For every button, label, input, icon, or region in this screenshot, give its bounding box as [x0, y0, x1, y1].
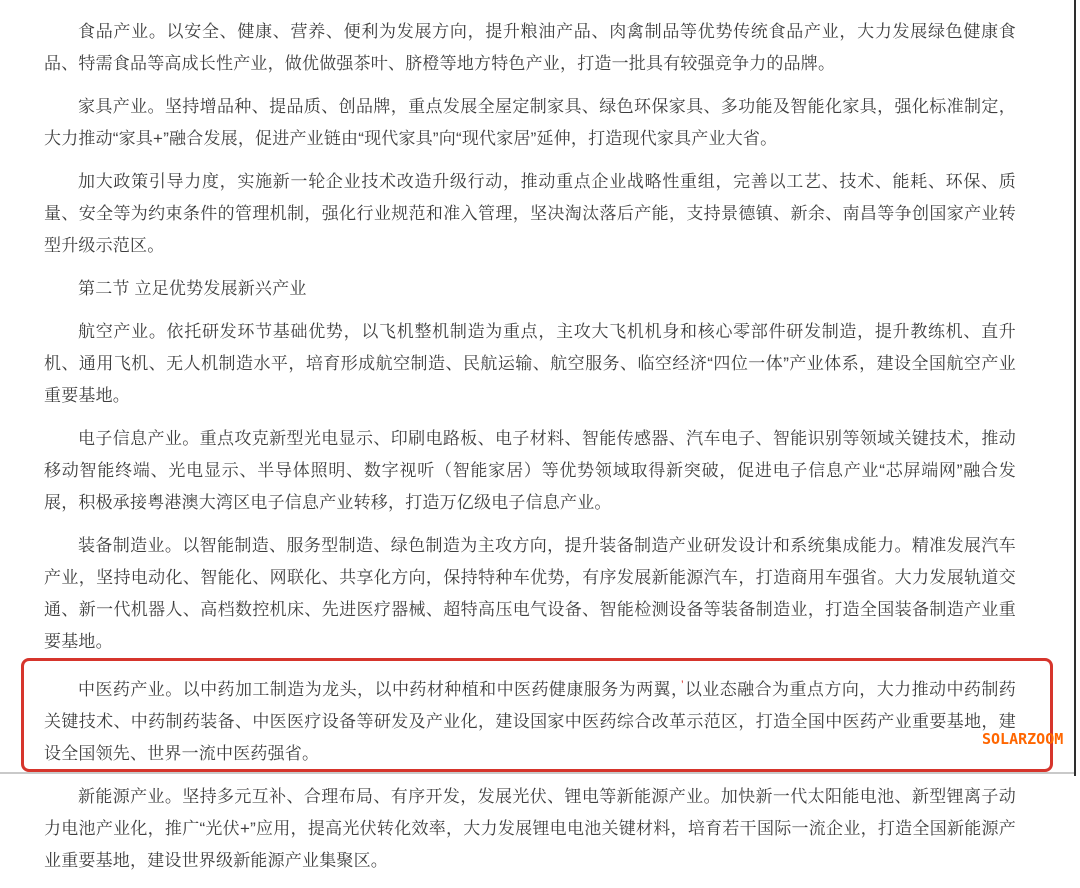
section-heading: 第二节 立足优势发展新兴产业 — [78, 279, 307, 298]
paragraph-policy-guidance: 加大政策引导力度，实施新一轮企业技术改造升级行动，推动重点企业战略性重组，完善以工艺、技术、能耗、环保、质量、安全等为约束条件的管理机制，强化行业规范和准入管理，坚决淘汰落后产能，支持景德镇、新余、南昌等争创国家产业转型升级示范区。 — [44, 172, 1016, 255]
paragraph-equipment-manufacturing: 装备制造业。以智能制造、服务型制造、绿色制造为主攻方向，提升装备制造产业研发设计和系统集成能力。精准发展汽车产业，坚持电动化、智能化、网联化、共享化方向，保持特种车优势，有序发展新能源汽车，打造商用车强省。大力发展轨道交通、新一代机器人、高档数控机床、先进医疗器械、超特高压电气设备、智能检测设备等装备制造业，打造全国装备制造产业重要基地。 — [44, 536, 1016, 651]
paragraph-electronics-industry: 电子信息产业。重点攻克新型光电显示、印刷电路板、电子材料、智能传感器、汽车电子、智能识别等领域关键技术，推动移动智能终端、光电显示、半导体照明、数字视听（智能家居）等优势领域取得新突破，促进电子信息产业“芯屏端网”融合发展，积极承接粤港澳大湾区电子信息产业转移，打造万亿级电子信息产业。 — [44, 429, 1016, 512]
page-bottom-border — [0, 772, 1074, 774]
paragraph-aviation-industry: 航空产业。依托研发环节基础优势，以飞机整机制造为重点，主攻大飞机机身和核心零部件研发制造，提升教练机、直升机、通用飞机、无人机制造水平，培育形成航空制造、民航运输、航空服务、临空经济“四位一体”产业体系，建设全国航空产业重要基地。 — [44, 322, 1016, 405]
red-annotation-mark: ’ — [680, 678, 684, 692]
solarzoom-watermark: SOLARZOOM — [982, 730, 1064, 748]
window-right-border — [1074, 0, 1076, 776]
red-highlight-box — [21, 658, 1053, 772]
paragraph-furniture-industry: 家具产业。坚持增品种、提品质、创品牌，重点发展全屋定制家具、绿色环保家具、多功能及智能化家具，强化标准制定，大力推动“家具+”融合发展，促进产业链由“现代家具”向“现代家居”延伸，打造现代家具产业大省。 — [44, 97, 1016, 148]
paragraph-new-energy-industry: 新能源产业。坚持多元互补、合理布局、有序开发，发展光伏、锂电等新能源产业。加快新一代太阳能电池、新型锂离子动力电池产业化，推广“光伏+”应用，提高光伏转化效率，大力发展锂电电池关键材料，培育若干国际一流企业，打造全国新能源产业重要基地，建设世界级新能源产业集聚区。 — [44, 787, 1016, 870]
tcm-text-before-mark: 中医药产业。以中药加工制造为龙头，以中药材种植和中医药健康服务为两翼， — [78, 680, 680, 699]
tcm-text-after-mark: 以业态融合为重点方向，大力推动中药制药关键技术、中药制药装备、中医医疗设备等研发及产业化，建设国家中医药综合改革示范区，打造全国中医药产业重要基地，建设全国领先、世界一流中医药强省。 — [44, 680, 1016, 763]
paragraph-food-industry: 食品产业。以安全、健康、营养、便利为发展方向，提升粮油产品、肉禽制品等优势传统食品产业，大力发展绿色健康食品、特需食品等高成长性产业，做优做强茶叶、脐橙等地方特色产业，打造一批具有较强竞争力的品牌。 — [44, 22, 1016, 73]
